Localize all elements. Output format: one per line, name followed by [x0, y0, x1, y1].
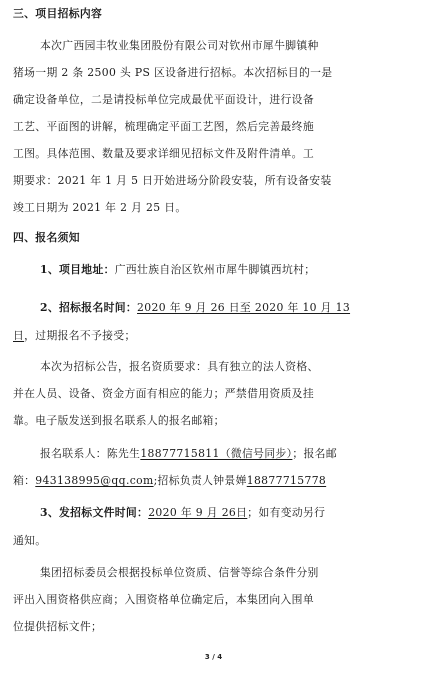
- contact-email-line: [0, 471, 427, 491]
- project-address-line: [0, 260, 427, 280]
- project-address-value: 广西壮族自治区钦州市犀牛脚镇西坑村；: [114, 263, 316, 276]
- closing-line: 评出入围资格供应商；入围资格单位确定后，本集团向入围单: [13, 593, 314, 606]
- paragraph-line: 竣工日期为 2021 年 2 月 25 日。: [13, 201, 187, 214]
- section-4-heading: 四、报名须知: [13, 231, 80, 244]
- issue-time-suffix: ；如有变动另行: [247, 506, 326, 519]
- registration-time-line-2: [0, 326, 427, 346]
- paragraph-line: 工图。具体范围、数量及要求详细见招标文件及附件清单。工: [13, 147, 314, 160]
- requirements-line: 并在人员、设备、资金方面有相应的能力；严禁借用资质及挂: [13, 387, 314, 400]
- closing-line: 集团招标委员会根据投标单位资质、信誉等综合条件分别: [40, 566, 319, 579]
- contact-prefix: 报名联系人：陈先生: [40, 447, 141, 460]
- paragraph-line: 猪场一期 2 条 2500 头 PS 区设备进行招标。本次招标目的一是: [13, 66, 333, 79]
- registration-time-line: [0, 298, 427, 318]
- section-3-heading: 三、项目招标内容: [13, 7, 103, 20]
- issue-time-value: 2020 年 9 月 26日: [148, 506, 248, 519]
- project-address-label: 1、项目地址：: [40, 263, 115, 276]
- closing-line: 位提供招标文件；: [13, 620, 103, 633]
- contact-suffix: ；报名邮: [292, 447, 337, 460]
- contact-phone: 18877715811（微信号同步）: [140, 447, 293, 460]
- paragraph-line: 本次广西园丰牧业集团股份有限公司对钦州市犀牛脚镇种: [40, 39, 319, 52]
- issue-time-label: 3、发招标文件时间：: [40, 506, 149, 519]
- page-number: 3 / 4: [204, 653, 223, 661]
- contact-email: 943138995@qq.com: [35, 474, 154, 487]
- paragraph-line: 期要求：2021 年 1 月 5 日开始进场分阶段安装，所有设备安装: [13, 174, 332, 187]
- contact-line: [0, 444, 427, 464]
- paragraph-line: 工艺、平面图的讲解，梳理确定平面工艺图，然后完善最终施: [13, 120, 314, 133]
- registration-time-end: 日: [13, 329, 25, 342]
- registration-time-value: 2020 年 9 月 26 日至 2020 年 10 月 13: [137, 301, 351, 314]
- paragraph-line: 确定设备单位，二是请投标单位完成最优平面设计，进行设备: [13, 93, 314, 106]
- bidding-manager-phone: 18877715778: [246, 474, 327, 487]
- requirements-line: 本次为招标公告，报名资质要求：具有独立的法人资格、: [40, 360, 319, 373]
- bidding-manager-label: ;招标负责人钟景婵: [153, 474, 247, 487]
- registration-deadline-note: ，过期报名不予接受；: [24, 329, 136, 342]
- issue-time-line-2: 通知。: [13, 534, 47, 547]
- requirements-line: 靠。电子版发送到报名联系人的报名邮箱；: [13, 414, 225, 427]
- registration-time-label: 2、招标报名时间：: [40, 301, 138, 314]
- email-prefix: 箱：: [13, 474, 36, 487]
- issue-time-line: [0, 503, 427, 523]
